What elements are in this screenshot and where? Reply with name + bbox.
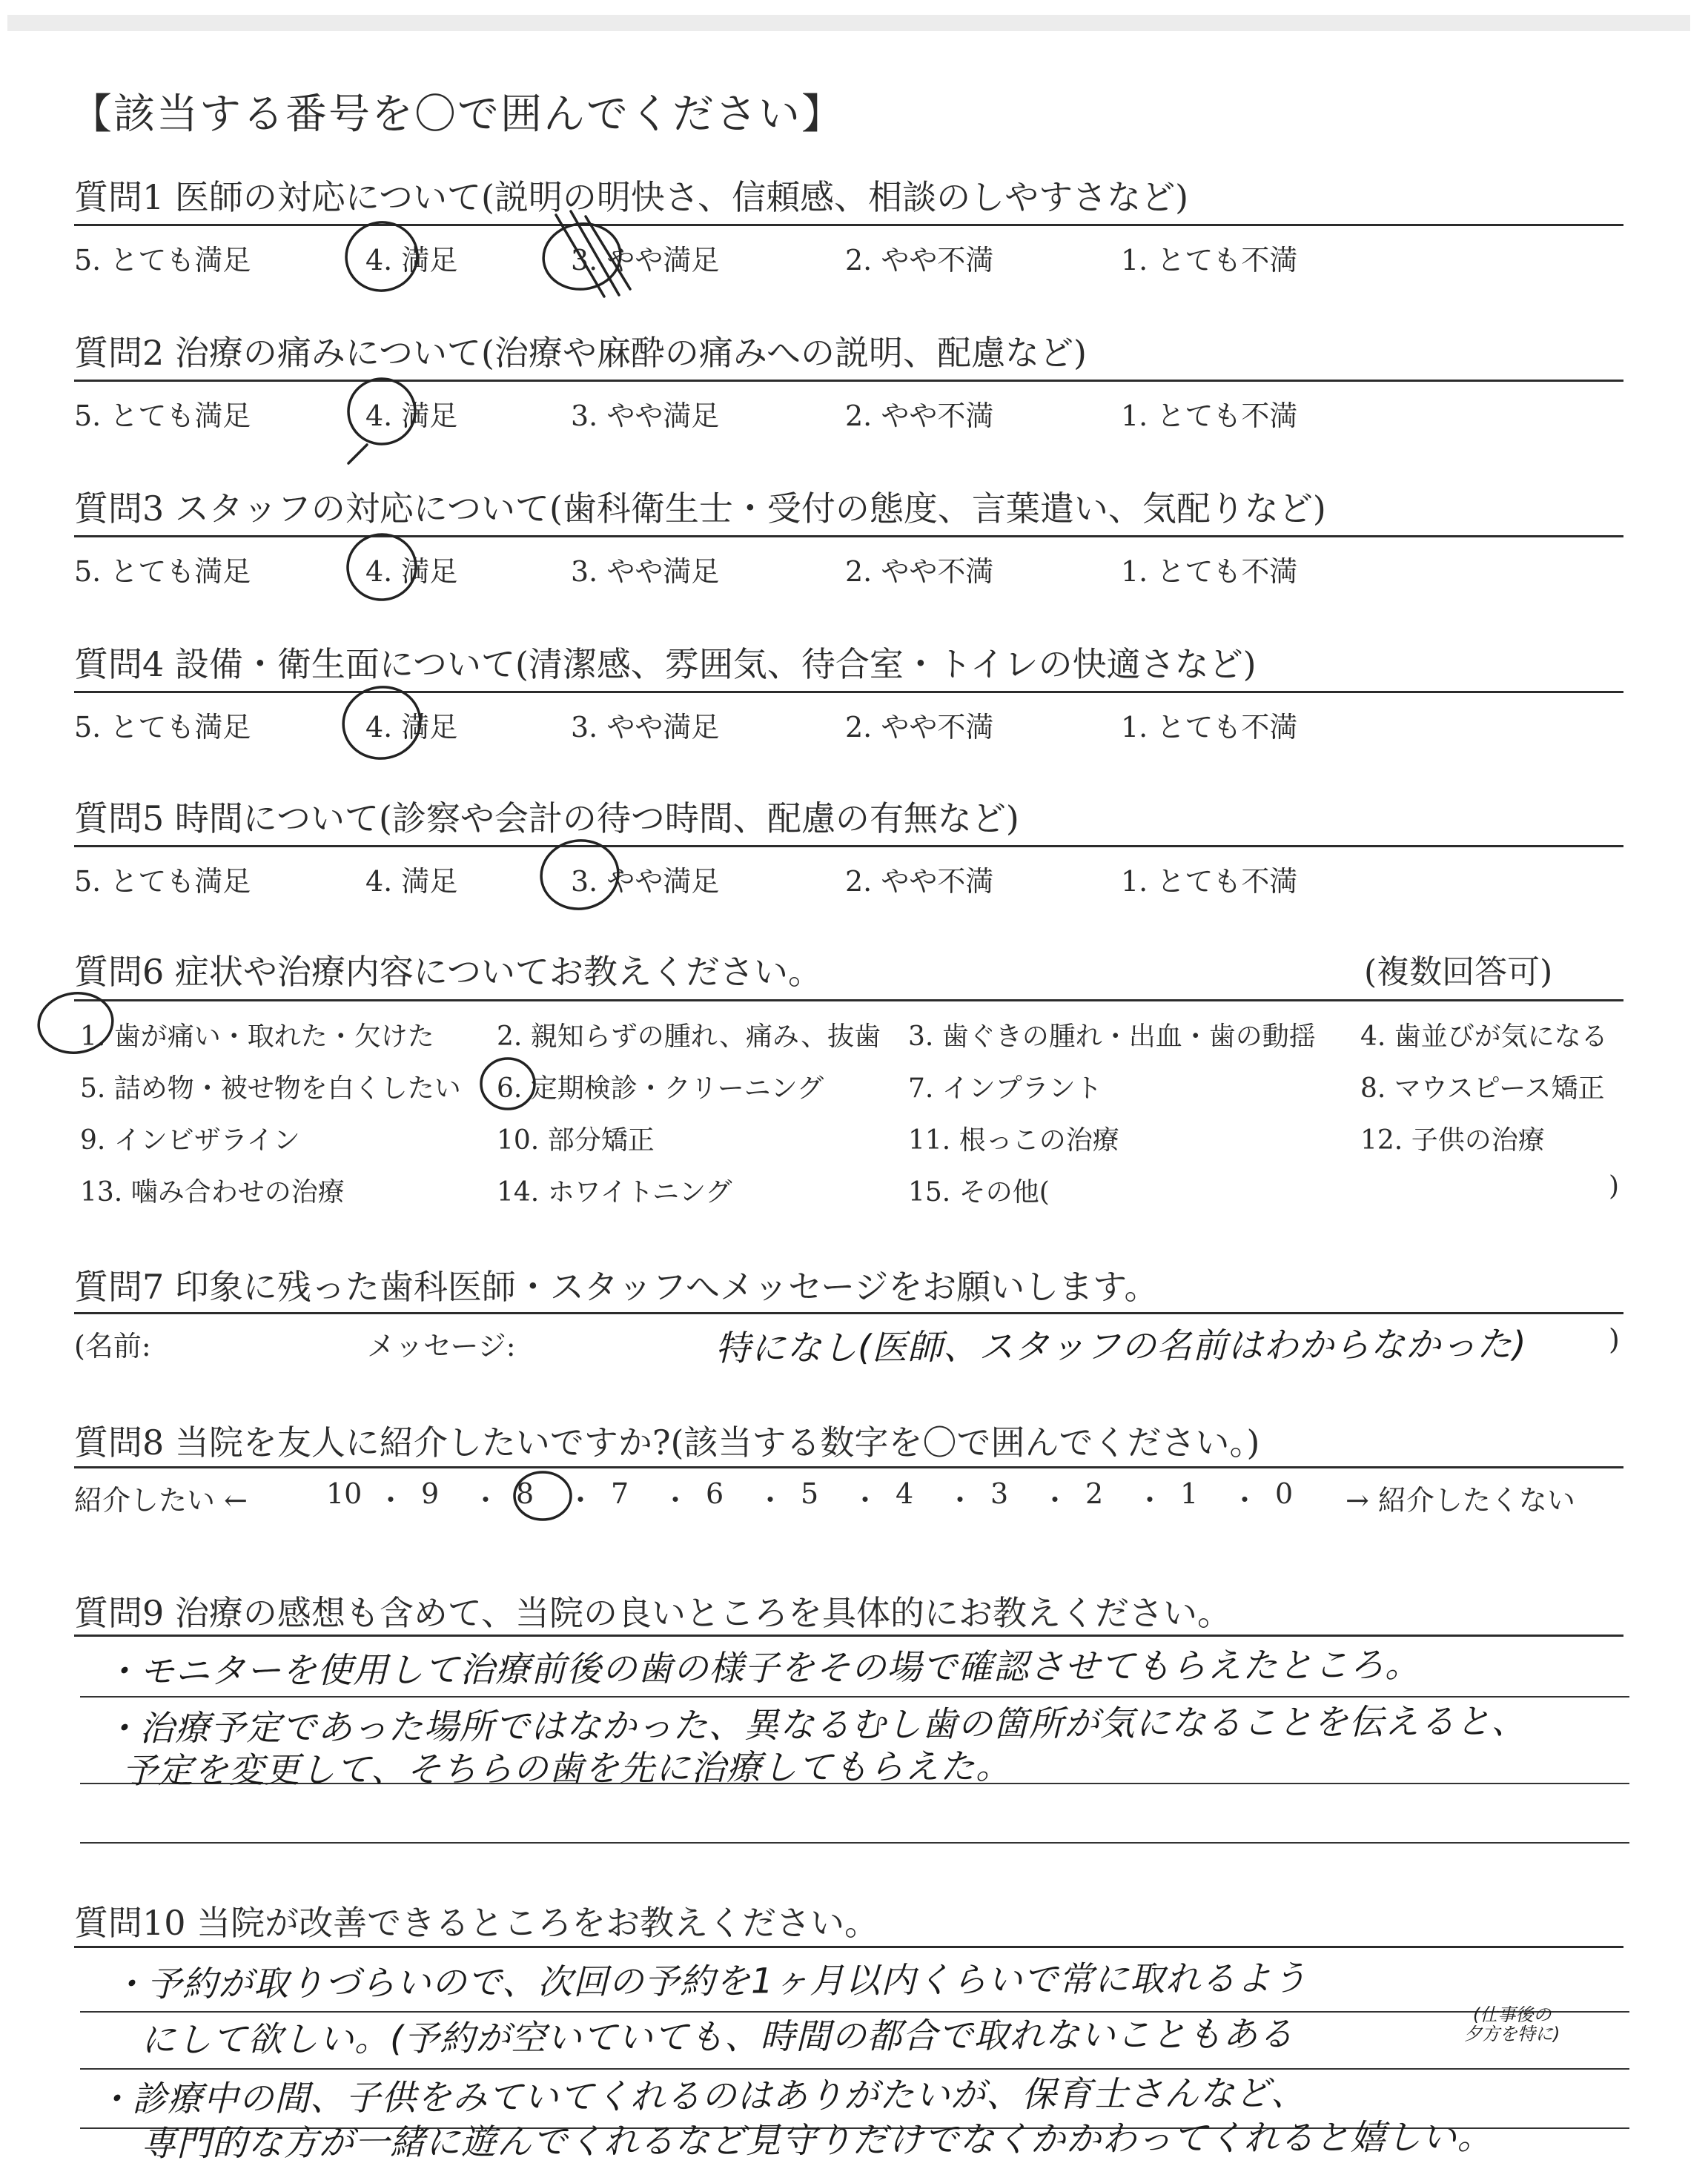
q2-option-4[interactable]: 4. 満足 bbox=[365, 400, 458, 432]
q4-heading: 質問4 設備・衛生面について(清潔感、雰囲気、待合室・トイレの快適さなど) bbox=[74, 644, 1257, 684]
q3-rule bbox=[74, 535, 1623, 537]
q6-note: (複数回答可) bbox=[1364, 953, 1553, 991]
q5-option-1[interactable]: 1. とても不満 bbox=[1121, 865, 1298, 898]
q3-option-3[interactable]: 3. やや満足 bbox=[571, 555, 720, 588]
q9-answer-line-1: ・モニターを使用して治療前後の歯の様子をその場で確認させてもらえたところ。 bbox=[103, 1644, 1421, 1692]
q8-scale-0[interactable]: 0 bbox=[1275, 1477, 1294, 1510]
q8-separator: ・ bbox=[471, 1484, 500, 1517]
q8-separator: ・ bbox=[566, 1484, 595, 1517]
q5-option-2[interactable]: 2. やや不満 bbox=[845, 865, 994, 898]
q9-answer-line-3: 予定を変更して、そちらの歯を先に治療してもらえた。 bbox=[122, 1746, 1012, 1792]
q6-item-5: 5. 詰め物・被せ物を白くしたい bbox=[80, 1073, 461, 1104]
q8-scale-4[interactable]: 4 bbox=[896, 1477, 914, 1510]
q10-answer-line-4: 専門的な方が一緒に遊んでくれるなど見守りだけでなくかかわってくれると嬉しい。 bbox=[140, 2116, 1493, 2165]
q5-option-5[interactable]: 5. とても満足 bbox=[74, 865, 251, 898]
q8-separator: ・ bbox=[756, 1484, 785, 1517]
q4-option-5[interactable]: 5. とても満足 bbox=[74, 711, 251, 743]
q6-item-11: 11. 根っこの治療 bbox=[908, 1125, 1119, 1156]
q8-scale-1[interactable]: 1 bbox=[1180, 1477, 1199, 1510]
q8-scale-9[interactable]: 9 bbox=[421, 1477, 440, 1510]
q2-rule bbox=[74, 380, 1623, 382]
q1-option-5[interactable]: 5. とても満足 bbox=[74, 244, 251, 276]
q10-answer-line-3: ・診療中の間、子供をみていてくれるのはありがたいが、保育士さんなど、 bbox=[96, 2073, 1307, 2120]
q5-heading: 質問5 時間について(診察や会計の待つ時間、配慮の有無など) bbox=[74, 798, 1019, 838]
q5-option-4[interactable]: 4. 満足 bbox=[365, 865, 458, 898]
q6-item-3: 3. 歯ぐきの腫れ・出血・歯の動揺 bbox=[908, 1021, 1316, 1052]
q6-item-2: 2. 親知らずの腫れ、痛み、抜歯 bbox=[497, 1021, 881, 1052]
q6-item-10: 10. 部分矯正 bbox=[497, 1125, 655, 1156]
q6-item-14: 14. ホワイトニング bbox=[497, 1177, 732, 1208]
q7-message-label: メッセージ: bbox=[367, 1330, 516, 1362]
q8-separator: ・ bbox=[661, 1484, 690, 1517]
q3-heading: 質問3 スタッフの対応について(歯科衛生士・受付の態度、言葉遣い、気配りなど) bbox=[74, 488, 1326, 529]
q5-option-3[interactable]: 3. やや満足 bbox=[571, 865, 720, 898]
q10-side-note-line-1: (仕事後の bbox=[1473, 2004, 1552, 2025]
q8-heading: 質問8 当院を友人に紹介したいですか?(該当する数字を〇で囲んでください。) bbox=[74, 1423, 1260, 1463]
q6-item-15-close: ) bbox=[1609, 1171, 1620, 1202]
q2-option-2[interactable]: 2. やや不満 bbox=[845, 400, 994, 432]
q6-item-1: 1. 歯が痛い・取れた・欠けた bbox=[80, 1021, 434, 1052]
q6-item-4: 4. 歯並びが気になる bbox=[1360, 1021, 1608, 1052]
q4-option-3[interactable]: 3. やや満足 bbox=[571, 711, 720, 743]
scan-edge bbox=[7, 15, 1690, 31]
q6-item-12: 12. 子供の治療 bbox=[1360, 1125, 1545, 1156]
q3-option-5[interactable]: 5. とても満足 bbox=[74, 555, 251, 588]
q5-rule bbox=[74, 845, 1623, 847]
q2-option-3[interactable]: 3. やや満足 bbox=[571, 400, 720, 432]
q10-side-note-line-2: 夕方を特に) bbox=[1464, 2024, 1560, 2044]
q8-separator: ・ bbox=[851, 1484, 880, 1517]
q1-option-4[interactable]: 4. 満足 bbox=[365, 244, 458, 276]
q3-option-4[interactable]: 4. 満足 bbox=[365, 555, 458, 588]
q6-item-8: 8. マウスピース矯正 bbox=[1360, 1073, 1605, 1104]
q6-item-9: 9. インビザライン bbox=[80, 1125, 300, 1156]
q8-separator: ・ bbox=[1136, 1484, 1165, 1517]
q10-side-note bbox=[1464, 2005, 1560, 2044]
q6-item-6: 6. 定期検診・クリーニング bbox=[497, 1073, 824, 1104]
q6-heading: 質問6 症状や治療内容についてお教えください。 bbox=[74, 952, 822, 992]
q4-option-1[interactable]: 1. とても不満 bbox=[1121, 711, 1298, 743]
q2-option-5[interactable]: 5. とても満足 bbox=[74, 400, 251, 432]
q1-heading: 質問1 医師の対応について(説明の明快さ、信頼感、相談のしやすさなど) bbox=[74, 177, 1189, 217]
q1-option-1[interactable]: 1. とても不満 bbox=[1121, 244, 1298, 276]
q8-scale-7[interactable]: 7 bbox=[611, 1477, 629, 1510]
q7-heading: 質問7 印象に残った歯科医師・スタッフへメッセージをお願いします。 bbox=[74, 1267, 1159, 1307]
q7-handwritten-answer: 特になし(医師、スタッフの名前はわからなかった) bbox=[715, 1324, 1527, 1369]
q7-name-label: (名前: bbox=[74, 1330, 151, 1362]
q8-separator: ・ bbox=[377, 1484, 406, 1517]
q2-option-1[interactable]: 1. とても不満 bbox=[1121, 400, 1298, 432]
q8-scale-5[interactable]: 5 bbox=[801, 1477, 819, 1510]
q6-item-15: 15. その他( bbox=[908, 1177, 1050, 1208]
q8-left-label: 紹介したい ← bbox=[74, 1484, 248, 1517]
q8-scale-6[interactable]: 6 bbox=[706, 1477, 724, 1510]
q10-answer-line-1: ・予約が取りづらいので、次回の予約を1ヶ月以内くらいで常に取れるよう bbox=[110, 1958, 1308, 2005]
q6-item-13: 13. 噛み合わせの治療 bbox=[80, 1177, 345, 1208]
q4-option-2[interactable]: 2. やや不満 bbox=[845, 711, 994, 743]
q8-separator: ・ bbox=[1041, 1484, 1070, 1517]
page-title: 【該当する番号を〇で囲んでください】 bbox=[70, 90, 844, 139]
q3-option-2[interactable]: 2. やや不満 bbox=[845, 555, 994, 588]
q8-scale-10[interactable]: 10 bbox=[326, 1477, 363, 1510]
q10-answer-line-2: にして欲しい。(予約が空いていても、時間の都合で取れないこともある bbox=[140, 2013, 1294, 2061]
q8-right-label: → 紹介したくない bbox=[1345, 1484, 1575, 1517]
q8-separator: ・ bbox=[1231, 1484, 1260, 1517]
q7-closing: ) bbox=[1609, 1323, 1620, 1356]
q9-heading: 質問9 治療の感想も含めて、当院の良いところを具体的にお教えください。 bbox=[74, 1593, 1231, 1633]
q8-separator: ・ bbox=[946, 1484, 975, 1517]
q9-answer-line-2: ・治療予定であった場所ではなかった、異なるむし歯の箇所が気になることを伝えると、 bbox=[103, 1700, 1527, 1749]
q3-option-1[interactable]: 1. とても不満 bbox=[1121, 555, 1298, 588]
q4-rule bbox=[74, 691, 1623, 693]
q4-option-4[interactable]: 4. 満足 bbox=[365, 711, 458, 743]
q1-rule bbox=[74, 224, 1623, 226]
q2-heading: 質問2 治療の痛みについて(治療や麻酔の痛みへの説明、配慮など) bbox=[74, 333, 1087, 373]
q8-scale-2[interactable]: 2 bbox=[1085, 1477, 1104, 1510]
q1-option-3[interactable]: 3. やや満足 bbox=[571, 244, 720, 276]
q6-item-7: 7. インプラント bbox=[908, 1073, 1102, 1104]
q8-scale-3[interactable]: 3 bbox=[990, 1477, 1009, 1510]
q1-option-2[interactable]: 2. やや不満 bbox=[845, 244, 994, 276]
q10-heading: 質問10 当院が改善できるところをお教えください。 bbox=[74, 1903, 879, 1943]
q8-scale-8[interactable]: 8 bbox=[516, 1477, 534, 1510]
